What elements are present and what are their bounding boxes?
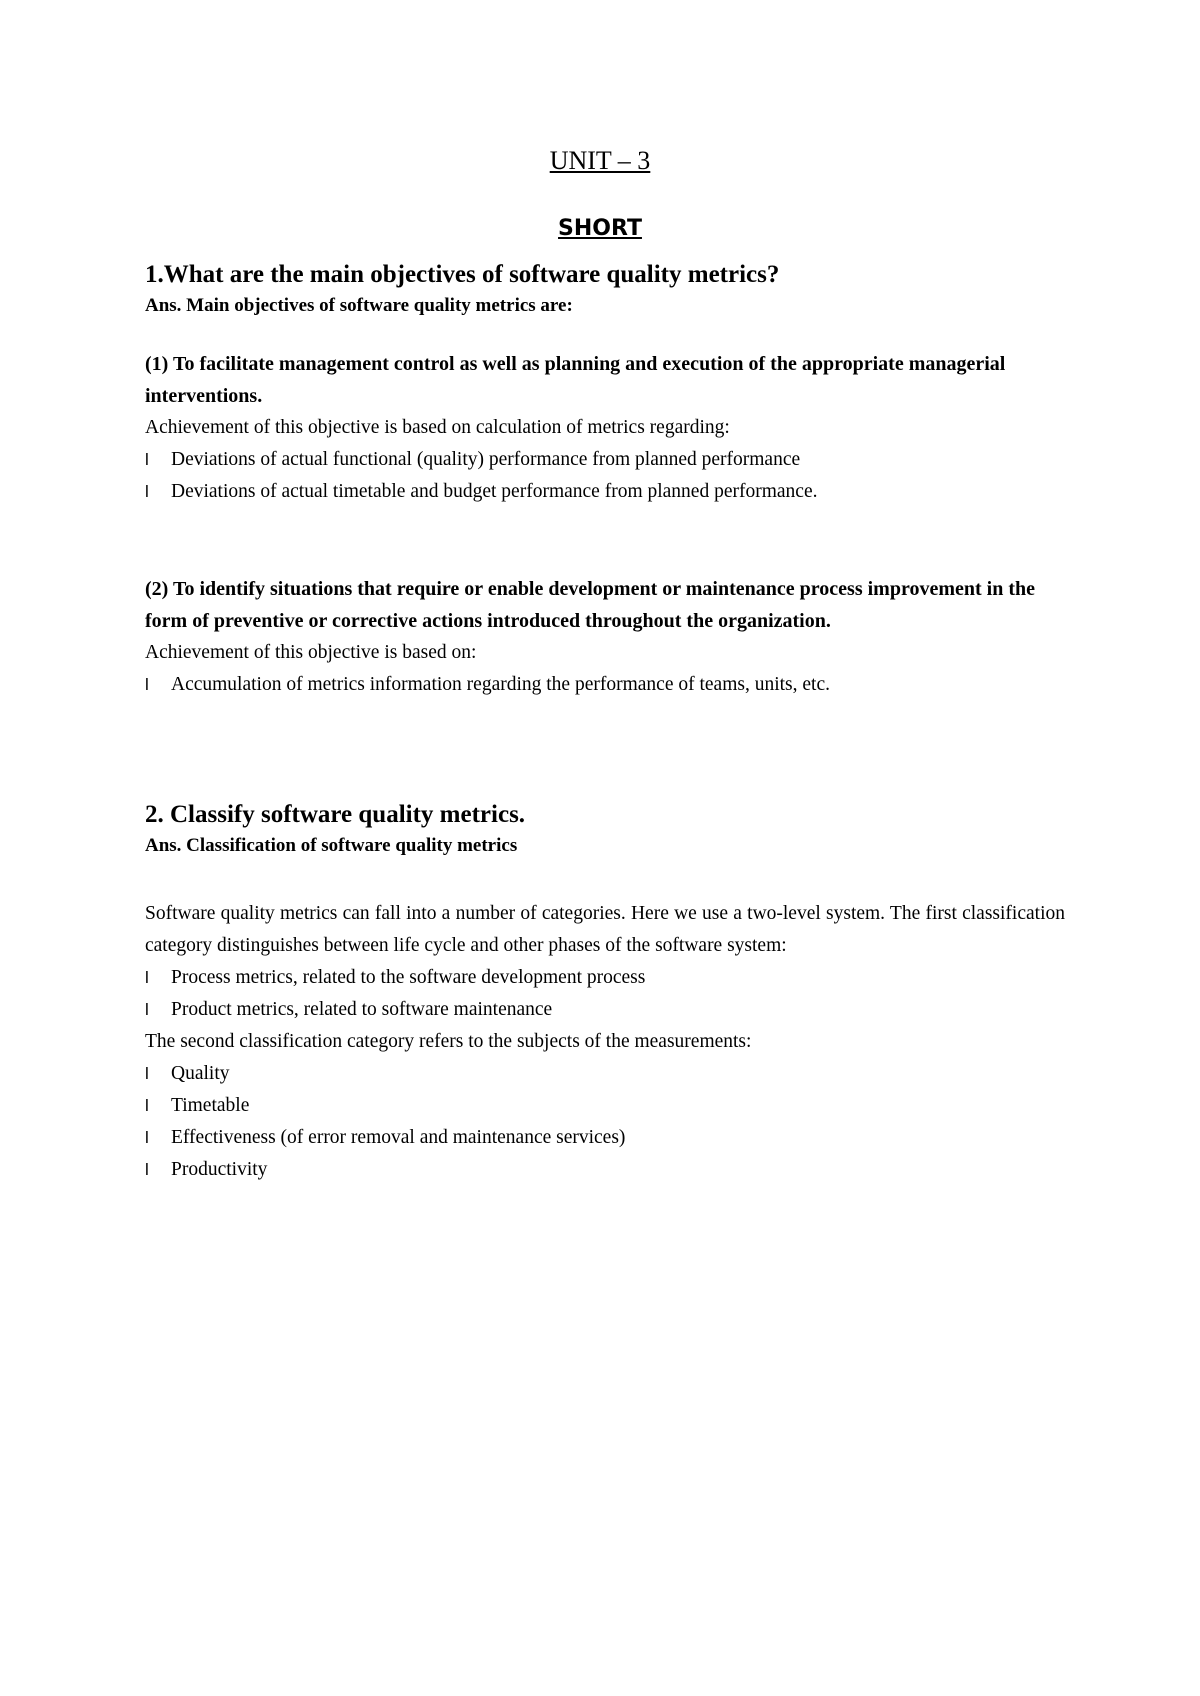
bullet-marker: l bbox=[145, 1160, 149, 1179]
list-item: l Effectiveness (of error removal and maintenance services) bbox=[145, 1122, 1065, 1154]
list-item: l Process metrics, related to the software development process bbox=[145, 962, 1065, 994]
bullet-marker: l bbox=[145, 1000, 149, 1019]
objective-2-heading: (2) To identify situations that require or enable development or maintenance process improvement in the form of preventive or corrective actions introduced throughout the organization. bbox=[145, 578, 1035, 632]
list-item: l Accumulation of metrics information regarding the performance of teams, units, etc. bbox=[145, 669, 1065, 701]
question-2-block bbox=[145, 798, 1065, 860]
objective-2-bullet-list bbox=[145, 669, 1065, 701]
list-item: l Deviations of actual functional (quality) performance from planned performance bbox=[145, 444, 1065, 476]
classification-paragraph: Software quality metrics can fall into a number of categories. Here we use a two-level system. The first classification category distinguishes between life cycle and other phases of the software system: bbox=[145, 903, 1065, 956]
question-1-block bbox=[145, 258, 1065, 320]
bullet-marker: l bbox=[145, 450, 149, 469]
bullet-marker: l bbox=[145, 1064, 149, 1083]
question-2-answer-lead: Ans. Classification of software quality metrics bbox=[145, 835, 518, 856]
bullet-marker: l bbox=[145, 1096, 149, 1115]
objective-1-block bbox=[145, 348, 1065, 508]
question-1-title: 1.What are the main objectives of software quality metrics? bbox=[145, 261, 780, 288]
first-category-list bbox=[145, 962, 1065, 1026]
bullet-marker: l bbox=[145, 968, 149, 987]
unit-title: UNIT – 3 bbox=[549, 146, 651, 175]
objective-1-bullet-list bbox=[145, 444, 1065, 508]
second-category-list bbox=[145, 1058, 1065, 1186]
objective-1-heading: (1) To facilitate management control as well as planning and execution of the appropriate managerial interventions. bbox=[145, 353, 1006, 407]
second-category-intro: The second classification category refers to the subjects of the measurements: bbox=[145, 1031, 752, 1052]
objective-2-block bbox=[145, 573, 1065, 701]
list-item: l Deviations of actual timetable and budget performance from planned performance. bbox=[145, 476, 1065, 508]
list-item: l Quality bbox=[145, 1058, 1065, 1090]
list-item: l Timetable bbox=[145, 1090, 1065, 1122]
question-1-answer-lead: Ans. Main objectives of software quality metrics are: bbox=[145, 295, 573, 316]
section-title: SHORT bbox=[558, 216, 642, 241]
bullet-marker: l bbox=[145, 675, 149, 694]
bullet-marker: l bbox=[145, 482, 149, 501]
bullet-marker: l bbox=[145, 1128, 149, 1147]
list-item: l Product metrics, related to software maintenance bbox=[145, 994, 1065, 1026]
classification-block bbox=[145, 898, 1065, 1186]
objective-2-intro: Achievement of this objective is based on: bbox=[145, 642, 477, 663]
question-2-title: 2. Classify software quality metrics. bbox=[145, 801, 526, 828]
objective-1-intro: Achievement of this objective is based on calculation of metrics regarding: bbox=[145, 417, 730, 438]
list-item: l Productivity bbox=[145, 1154, 1065, 1186]
